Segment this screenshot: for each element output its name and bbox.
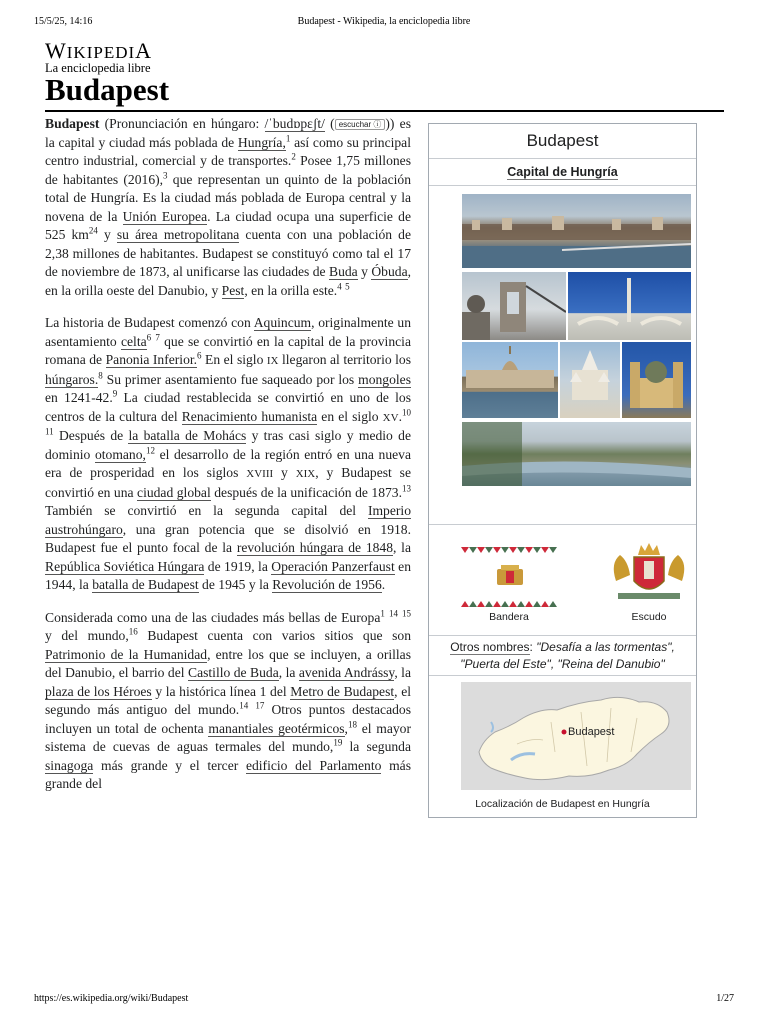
link-batalla-budapest[interactable]: batalla de Budapest [92,577,199,592]
coat-tower [644,561,654,579]
link-buda[interactable]: Buda [329,264,358,279]
link-ciudad-global[interactable]: ciudad global [137,484,211,500]
text: , la [393,540,411,555]
text: Budapest cuenta con varios sitios que son [137,628,411,643]
coat-of-arms-icon[interactable] [608,541,690,603]
link-revolucion-1848[interactable]: revolución húngara de 1848 [236,540,394,555]
infobox [428,123,697,818]
link-metro-budapest[interactable]: Metro de Budapest [290,683,395,699]
photo-collage[interactable] [429,186,696,525]
coat-griffin-right [668,555,684,581]
link-edificio-parlamento[interactable]: edificio del Parlamento [245,757,382,773]
text: y [273,465,296,480]
text: Su primer asentamiento fue saqueado por los [102,371,359,387]
text: . La ciudad ocupa una superficie de 525 km [45,208,412,242]
link-operacion-panzerfaust[interactable]: Operación Panzerfaust [271,558,395,574]
link-aquincum[interactable]: Aquincum [253,315,312,330]
ref-sup[interactable]: 6 [197,350,202,361]
other-names-values: "Desafía a las tormentas", "Puerta del Este", "Reina del Danubio" [460,640,675,671]
ref-sup[interactable]: 16 [128,626,138,637]
print-page-number: 1/27 [716,993,734,1004]
coat-caption[interactable] [608,611,690,623]
ref-sup[interactable]: 4 [93,225,98,236]
flag-triangles-top [461,547,557,553]
link-pest[interactable]: Pest [221,282,245,298]
paragraph-intro [45,115,411,300]
ref-sup[interactable]: 1 [285,132,291,143]
paragraph-tourism [45,609,411,794]
link-panonia-inferior[interactable]: Panonia Inferior. [105,352,198,367]
text: y del mundo, [45,628,129,643]
ref-sup[interactable]: 19 [333,737,343,748]
print-datetime: 15/5/25, 14:16 [34,16,93,27]
link-renacimiento[interactable]: Renacimiento humanista [181,408,318,424]
ref-sup[interactable]: 11 [45,426,54,437]
text: Otros puntos destacados incluyen un total de ochenta [45,702,412,736]
other-names [429,636,696,676]
photo-parliament[interactable] [462,342,558,418]
bastion-illustration [560,342,620,418]
coat-crown [638,543,660,555]
flag-and-coat-section [429,525,696,636]
text: y [357,264,372,279]
link-revolucion-1956[interactable]: Revolución de 1956 [272,577,382,592]
ref-sup[interactable]: 17 [255,700,265,711]
flag-triangles-bottom [461,601,557,607]
text: , originalmente un asentamiento [45,315,411,349]
text: el desarrollo de la región entró en una nueva era de prosperidad en los siglos [45,446,411,480]
ref-sup[interactable]: 1 [380,607,385,618]
ref-sup[interactable]: 4 [337,280,342,291]
tagline: La enciclopedia libre [45,61,151,75]
link-otomano[interactable]: otomano, [94,446,146,462]
roman-numeral: IX [266,355,279,367]
link-patrimonio-humanidad[interactable]: Patrimonio de la Humanidad [45,646,208,662]
paragraph-history [45,314,411,595]
link-bandera[interactable]: Bandera [489,611,529,623]
ref-sup[interactable]: 13 [401,482,411,493]
location-map[interactable] [429,676,696,818]
text: . [381,577,386,592]
photo-basilica[interactable] [622,342,691,418]
print-doc-title: Budapest - Wikipedia, la enciclopedia libre [297,16,471,27]
ref-sup[interactable]: 14 [388,607,398,618]
text: que se convirtió en la capital de la provincia romana de [45,333,411,367]
ref-sup[interactable]: 8 [98,369,103,380]
text: en 1241-42. [45,390,113,405]
text: , la [394,665,411,680]
text: el mayor sistema de cuevas de aguas termales del mundo, [45,720,411,754]
heroes-illustration [568,272,691,340]
parliament-illustration [462,342,558,418]
text: , y Budapest se convirtió en una [45,465,411,500]
wordmark-a: A [135,38,153,63]
link-capital-hungria[interactable]: Capital de Hungría [507,165,618,179]
photo-fishermens-bastion[interactable] [560,342,620,418]
link-batalla-mohacs[interactable]: la batalla de Mohács [128,428,247,443]
photo-heroes-square[interactable] [568,272,691,340]
panorama-illustration [462,194,691,268]
link-ipa[interactable]: /ˈbudɒpɛʃt/ [264,116,325,131]
link-manantiales[interactable]: manantiales geotérmicos [208,720,345,736]
map-caption: Localización de Budapest en Hungría [475,798,650,810]
ref-sup[interactable]: 9 [112,388,118,399]
text: Posee 1,75 millones de habitantes (2016), [45,153,411,187]
text: En el siglo [201,352,267,367]
text: en el siglo [317,408,383,424]
flag-caption[interactable] [461,611,557,623]
text: más grande y el tercer [93,757,246,773]
text: así como su principal centro industrial, comercial y de transportes. [45,134,411,168]
flag-emblem [497,565,523,585]
text: , en la orilla oeste del Danubio, y [45,264,412,298]
text: )) es la capital y ciudad más poblada de [45,116,411,150]
ref-sup[interactable]: 10 [401,406,411,417]
ref-sup[interactable]: 5 [345,280,350,291]
text: La ciudad restablecida se convirtió en uno de los centros de la cultura del [45,390,412,424]
wikipedia-wordmark[interactable] [45,40,152,62]
link-republica-sovietica[interactable]: República Soviética Húngara [45,558,205,574]
ref-sup[interactable]: 7 [155,331,160,342]
text: llegaron al territorio los [278,352,412,367]
bridge-illustration [462,272,566,340]
photo-chain-bridge[interactable] [462,272,566,340]
text: de 1945 y la [198,577,273,592]
title-divider [45,110,724,112]
text: . [398,408,402,424]
text: , [344,720,348,736]
ref-sup[interactable]: 6 [146,331,152,342]
coat-griffin-left [614,555,630,581]
text: en 1944, la [45,558,412,592]
text: Considerada como una de las ciudades más bellas de Europa [45,609,381,625]
text: La historia de Budapest comenzó con [45,315,254,330]
link-imperio-austrohungaro[interactable]: Imperio austrohúngaro [45,503,411,537]
danube-illustration [462,422,691,486]
link-plaza-heroes[interactable]: plaza de los Héroes [45,683,152,699]
text: más grande del [45,757,411,791]
ref-sup[interactable]: 14 [239,700,249,711]
wordmark-w: W [45,38,67,63]
link-obuda[interactable]: Óbuda [371,264,408,279]
text: (Pronunciación en húngaro: [99,116,265,131]
infobox-title: Budapest [429,124,696,159]
link-sinagoga[interactable]: sinagoga [45,757,94,773]
ref-sup[interactable]: 15 [402,607,412,618]
map-city-label: Budapest [568,726,615,738]
link-hungaros[interactable]: húngaros. [45,371,99,387]
ref-sup[interactable]: 18 [347,718,357,729]
text: , una gran potencia que se disolvió en 1918. Budapest fue el punto focal de la [45,521,411,555]
basilica-illustration [622,342,691,418]
text: la segunda [342,739,411,754]
text: cuenta con una población de 2,38 millones de habitantes. Budapest se constituyó como tal el 17 de noviembre de 1873, al unificarse las ciudades de [45,227,411,279]
page-title: Budapest [45,72,170,107]
link-otros-nombres[interactable]: Otros nombres [450,640,530,654]
text: que representan un quinto de la población total de Hungría. Es la ciudad más poblada de Europa central y la novena de la [45,171,411,224]
link-area-metropolitana[interactable]: su área metropolitana [116,227,240,242]
flag-icon[interactable] [461,547,561,617]
text: , la [278,665,299,680]
text: ( [324,116,335,131]
text: : [529,640,537,654]
link-mongoles[interactable]: mongoles [358,371,411,387]
text: , el segundo más antiguo del mundo. [45,683,411,717]
link-celta[interactable]: celta [120,333,147,349]
text: después de la unificación de 1873. [210,484,402,500]
listen-button[interactable]: escuchar ⓘ [335,119,386,130]
infobox-subtitle [429,159,696,186]
text: , en la orilla este. [244,282,338,298]
wordmark-rest: IKIPEDI [66,43,136,62]
ref-sup[interactable]: 12 [145,444,155,455]
photo-danube-view[interactable] [462,422,691,486]
coat-ribbon [618,593,680,599]
link-castillo-buda[interactable]: Castillo de Buda [188,665,279,680]
article-body [45,115,411,808]
text: de 1919, la [204,558,272,574]
link-union-europea[interactable]: Unión Europea [122,208,208,224]
roman-numeral: XIX [295,468,316,480]
bold-term: Budapest [45,116,100,131]
ref-sup[interactable]: 2 [291,151,296,162]
photo-panorama-city[interactable] [462,194,691,268]
roman-numeral: XVIII [246,468,274,480]
map-city-marker [562,730,567,735]
print-url[interactable]: https://es.wikipedia.org/wiki/Budapest [34,993,189,1004]
link-escudo[interactable]: Escudo [631,611,667,623]
link-hungria[interactable]: Hungría, [237,134,286,150]
text: Después de [53,428,129,443]
text: y tras casi siglo y medio de dominio [45,428,411,462]
link-avenida-andrassy[interactable]: avenida Andrássy [298,665,395,680]
roman-numeral: XV [382,411,399,424]
ref-sup[interactable]: 3 [163,169,168,180]
text: y la histórica línea 1 del [151,683,291,699]
text: , entre los que se incluyen, a orillas del Danubio, el barrio del [45,646,411,680]
superscript: 2 [88,225,94,236]
text: y [97,227,117,242]
text: También se convirtió en la segunda capital del [45,503,368,518]
